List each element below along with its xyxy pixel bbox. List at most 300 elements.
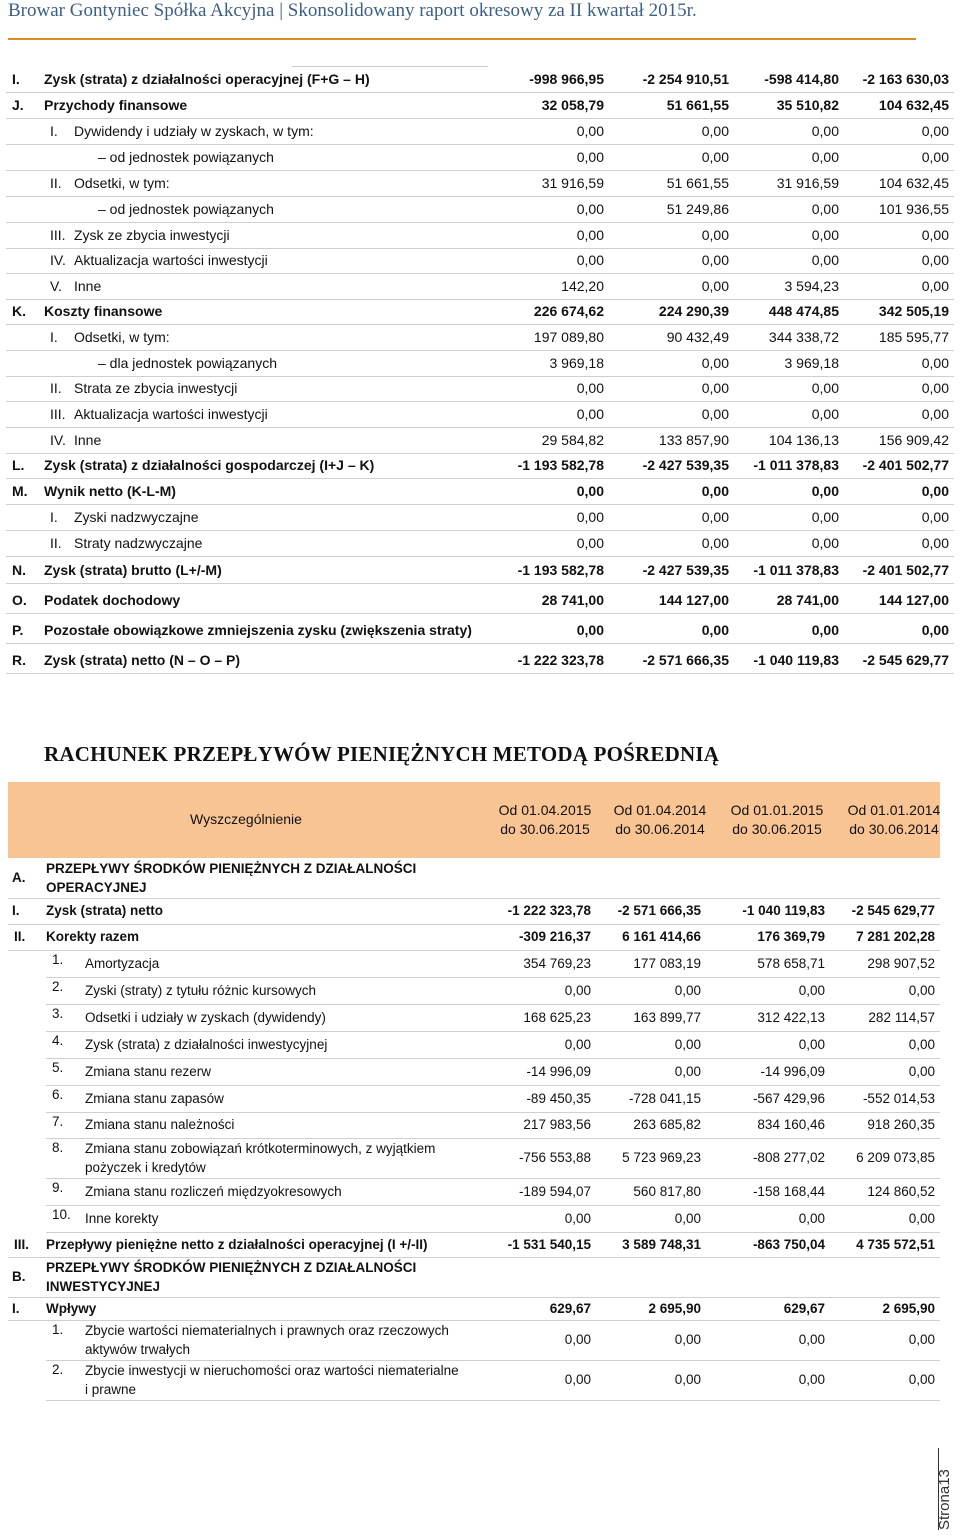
row-value: -863 750,04 (752, 1237, 825, 1252)
cashflow-table-header (8, 782, 940, 858)
row-value: 0,00 (921, 406, 949, 422)
row-label: Przychody finansowe (44, 97, 188, 113)
row-label: Odsetki, w tym: (74, 329, 170, 345)
row-label: Podatek dochodowy (44, 592, 181, 608)
row-value: 6 209 073,85 (856, 1150, 935, 1165)
row-value: 0,00 (564, 1037, 591, 1052)
cashflow-row (0, 858, 960, 898)
row-value: 0,00 (908, 983, 935, 998)
row-number: IV. (50, 432, 66, 448)
row-number: 3. (52, 1006, 64, 1021)
row-value: 263 685,82 (633, 1117, 701, 1132)
row-value: 197 089,80 (533, 329, 604, 345)
row-value: -2 571 666,35 (617, 903, 701, 918)
row-value: -1 222 323,78 (507, 903, 591, 918)
row-label: Zyski nadzwyczajne (74, 509, 199, 525)
row-value: 0,00 (908, 1211, 935, 1226)
row-value: 0,00 (701, 252, 729, 268)
cashflow-row (0, 1297, 960, 1320)
row-label (46, 859, 416, 897)
row-value: 133 857,90 (658, 432, 729, 448)
cashflow-row (0, 1058, 960, 1085)
header-col-4-to: do 30.06.2014 (849, 821, 939, 837)
row-value: -1 193 582,78 (517, 562, 604, 578)
row-value: 0,00 (674, 1211, 701, 1226)
row-value: 0,00 (576, 123, 604, 139)
row-value: 163 899,77 (633, 1010, 701, 1025)
row-value: 0,00 (674, 1332, 701, 1347)
row-value: 3 969,18 (549, 355, 604, 371)
page-number (936, 1370, 958, 1530)
row-label: Przepływy pieniężne netto z działalności operacyjnej (I +/-II) (46, 1237, 428, 1252)
header-col-1-to: do 30.06.2015 (500, 821, 590, 837)
row-value: 0,00 (921, 123, 949, 139)
row-number: K. (12, 303, 26, 319)
row-value: -14 996,09 (526, 1064, 591, 1079)
row-value: 104 632,45 (878, 175, 949, 191)
row-value: 185 595,77 (878, 329, 949, 345)
row-value: 0,00 (576, 622, 604, 638)
row-value: 834 160,46 (757, 1117, 825, 1132)
row-number: R. (12, 652, 26, 668)
row-label: Odsetki, w tym: (74, 175, 170, 191)
row-value: 312 422,13 (757, 1010, 825, 1025)
row-value: 104 136,13 (768, 432, 839, 448)
row-value: 0,00 (701, 622, 729, 638)
row-value: 0,00 (701, 278, 729, 294)
header-col-2-from: Od 01.04.2014 (613, 802, 707, 818)
row-value: 0,00 (811, 622, 839, 638)
row-number: 1. (52, 952, 64, 967)
row-label: Zysk (strata) netto (46, 903, 164, 918)
cashflow-row (0, 1320, 960, 1360)
row-value: 29 584,82 (541, 432, 604, 448)
row-number: 2. (52, 1362, 64, 1377)
row-value: 0,00 (921, 149, 949, 165)
row-value: 168 625,23 (523, 1010, 591, 1025)
row-value: 629,67 (783, 1301, 825, 1316)
income-row (6, 557, 954, 584)
row-label-line: pożyczek i kredytów (85, 1160, 206, 1175)
row-value: -2 545 629,77 (862, 652, 949, 668)
row-number: IV. (50, 252, 66, 268)
row-value: -1 193 582,78 (517, 457, 604, 473)
row-value: 0,00 (811, 509, 839, 525)
row-number: I. (12, 1301, 20, 1316)
row-number: 10. (52, 1207, 71, 1222)
row-value: 0,00 (811, 227, 839, 243)
row-value: 0,00 (564, 1332, 591, 1347)
income-row (6, 478, 954, 505)
income-row (6, 324, 954, 351)
row-number: II. (50, 535, 62, 551)
cashflow-row (0, 1004, 960, 1031)
row-value: 156 909,42 (878, 432, 949, 448)
report-header: Browar Gontyniec Spółka Akcyjna | Skonsolidowany raport okresowy za II kwartał 2015r. (8, 0, 697, 21)
cashflow-row (0, 1085, 960, 1112)
row-value: 0,00 (921, 278, 949, 294)
row-value: 0,00 (576, 509, 604, 525)
row-value: -598 414,80 (764, 71, 839, 87)
row-label: – od jednostek powiązanych (98, 201, 274, 217)
row-value: -1 011 378,83 (753, 457, 839, 473)
row-value: 7 281 202,28 (856, 929, 935, 944)
row-value: 560 817,80 (633, 1184, 701, 1199)
row-value: 0,00 (921, 622, 949, 638)
cashflow-row (0, 977, 960, 1004)
income-row (6, 504, 954, 531)
header-col-3-to: do 30.06.2015 (732, 821, 822, 837)
row-value: -2 401 502,77 (862, 457, 949, 473)
income-row (6, 196, 954, 223)
row-value: 0,00 (564, 983, 591, 998)
income-row (6, 617, 954, 644)
row-value: 0,00 (701, 149, 729, 165)
row-value: 0,00 (811, 483, 839, 499)
row-number: 1. (52, 1322, 64, 1337)
row-value: -158 168,44 (752, 1184, 825, 1199)
row-value: 51 661,55 (666, 175, 729, 191)
row-label (46, 1258, 416, 1296)
row-value: 578 658,71 (757, 956, 825, 971)
row-number: A. (12, 870, 26, 885)
row-value: 224 290,39 (658, 303, 729, 319)
row-value: -808 277,02 (752, 1150, 825, 1165)
row-value: 0,00 (908, 1372, 935, 1387)
row-number: I. (12, 903, 20, 918)
row-number: 5. (52, 1060, 64, 1075)
header-col-4-from: Od 01.01.2014 (847, 802, 941, 818)
row-number: III. (50, 227, 66, 243)
row-value: 0,00 (701, 227, 729, 243)
row-number: III. (14, 1237, 30, 1252)
row-label: Strata ze zbycia inwestycji (74, 380, 238, 396)
cashflow-row (0, 1031, 960, 1058)
row-value: -552 014,53 (862, 1091, 935, 1106)
row-label: Straty nadzwyczajne (74, 535, 203, 551)
row-value: 0,00 (674, 1372, 701, 1387)
income-row (6, 401, 954, 428)
row-label: Pozostałe obowiązkowe zmniejszenia zysku (zwiększenia straty) (44, 622, 472, 638)
row-value: -2 545 629,77 (851, 903, 935, 918)
row-value: 354 769,23 (523, 956, 591, 971)
row-value: 0,00 (921, 227, 949, 243)
row-value: 28 741,00 (776, 592, 839, 608)
row-value: 90 432,49 (666, 329, 729, 345)
row-label: Wynik netto (K-L-M) (44, 483, 176, 499)
row-label-line: Zmiana stanu zobowiązań krótkoterminowych, z wyjątkiem (85, 1141, 436, 1156)
row-value: 0,00 (811, 535, 839, 551)
row-number: I. (50, 509, 58, 525)
row-value: 2 695,90 (882, 1301, 935, 1316)
row-value: 0,00 (576, 406, 604, 422)
row-value: 101 936,55 (878, 201, 949, 217)
income-row (6, 92, 954, 119)
row-value: 298 907,52 (867, 956, 935, 971)
row-value: 0,00 (921, 483, 949, 499)
row-value: 0,00 (798, 983, 825, 998)
row-value: 144 127,00 (878, 592, 949, 608)
row-value: 35 510,82 (776, 97, 839, 113)
row-label: Inne korekty (85, 1211, 159, 1226)
row-label: Zysk (strata) netto (N – O – P) (44, 652, 241, 668)
row-label: Inne (74, 278, 102, 294)
cashflow-row (0, 1178, 960, 1205)
row-value: 0,00 (674, 1037, 701, 1052)
row-value: 0,00 (701, 509, 729, 525)
row-value: -756 553,88 (518, 1150, 591, 1165)
row-label (85, 1321, 449, 1359)
row-value: 0,00 (576, 227, 604, 243)
row-number: I. (50, 123, 58, 139)
row-number: J. (12, 97, 24, 113)
row-value: 0,00 (576, 535, 604, 551)
row-value: 342 505,19 (878, 303, 949, 319)
row-number: 7. (52, 1114, 64, 1129)
row-value: 2 695,90 (648, 1301, 701, 1316)
row-value: -998 966,95 (529, 71, 604, 87)
row-number: I. (50, 329, 58, 345)
page-number-value: 13 (936, 1469, 953, 1486)
row-number: II. (14, 929, 26, 944)
row-number: M. (12, 483, 28, 499)
row-label: Aktualizacja wartości inwestycji (74, 252, 268, 268)
row-value: 142,20 (561, 278, 604, 294)
income-row (6, 350, 954, 377)
row-label: Aktualizacja wartości inwestycji (74, 406, 268, 422)
row-value: 0,00 (674, 1064, 701, 1079)
income-row (6, 66, 954, 93)
row-label-line: PRZEPŁYWY ŚRODKÓW PIENIĘŻNYCH Z DZIAŁALNOŚCI (46, 1260, 417, 1275)
cashflow-row (0, 1205, 960, 1232)
row-value: 0,00 (908, 1332, 935, 1347)
row-value: 0,00 (576, 380, 604, 396)
row-value: 31 916,59 (776, 175, 839, 191)
row-value: -189 594,07 (518, 1184, 591, 1199)
header-col-2-to: do 30.06.2014 (615, 821, 705, 837)
row-value: 32 058,79 (541, 97, 604, 113)
row-value: 226 674,62 (533, 303, 604, 319)
row-value: 0,00 (811, 149, 839, 165)
row-value: 0,00 (811, 123, 839, 139)
row-label: Zmiana stanu rezerw (85, 1064, 212, 1079)
row-value: 0,00 (576, 252, 604, 268)
row-value: 0,00 (576, 149, 604, 165)
row-value: 448 474,85 (768, 303, 839, 319)
row-value: 0,00 (811, 406, 839, 422)
row-value: 0,00 (701, 483, 729, 499)
row-value: 0,00 (811, 380, 839, 396)
row-label-line: aktywów trwałych (85, 1342, 191, 1357)
row-value: 3 594,23 (784, 278, 839, 294)
row-value: -2 571 666,35 (642, 652, 729, 668)
row-value: -567 429,96 (752, 1091, 825, 1106)
row-value: 6 161 414,66 (622, 929, 701, 944)
row-value: 177 083,19 (633, 956, 701, 971)
row-label: Wpływy (46, 1301, 97, 1316)
row-value: 0,00 (811, 201, 839, 217)
row-value: 0,00 (908, 1037, 935, 1052)
row-value: -89 450,35 (526, 1091, 591, 1106)
row-value: 0,00 (576, 201, 604, 217)
cashflow-row (0, 1360, 960, 1400)
row-label: Korekty razem (46, 929, 140, 944)
row-label: Zmiana stanu zapasów (85, 1091, 224, 1106)
income-row (6, 273, 954, 300)
row-number: L. (12, 457, 25, 473)
income-row (6, 118, 954, 145)
row-value: 5 723 969,23 (622, 1150, 701, 1165)
row-number: I. (12, 71, 20, 87)
row-value: 0,00 (798, 1332, 825, 1347)
row-number: 8. (52, 1140, 64, 1155)
row-value: 0,00 (576, 483, 604, 499)
row-label-line: OPERACYJNEJ (46, 880, 147, 895)
row-value: -1 222 323,78 (517, 652, 604, 668)
row-value: 28 741,00 (541, 592, 604, 608)
row-number: 2. (52, 979, 64, 994)
row-value: 0,00 (798, 1037, 825, 1052)
income-row (6, 647, 954, 674)
row-value: -1 040 119,83 (742, 903, 825, 918)
income-row (6, 587, 954, 614)
row-label-line: Zbycie inwestycji w nieruchomości oraz wartości niematerialne (85, 1363, 459, 1378)
row-value: -1 531 540,15 (507, 1237, 591, 1252)
row-number: N. (12, 562, 26, 578)
row-label: – dla jednostek powiązanych (98, 355, 278, 371)
cashflow-row (0, 924, 960, 950)
row-value: 51 661,55 (666, 97, 729, 113)
income-row (6, 247, 954, 274)
cashflow-row (0, 1232, 960, 1257)
cashflow-row (0, 1257, 960, 1297)
row-number: 4. (52, 1033, 64, 1048)
row-number: O. (12, 592, 27, 608)
row-label-line: i prawne (85, 1382, 137, 1397)
row-label: Zysk (strata) z działalności inwestycyjnej (85, 1037, 328, 1052)
row-value: 217 983,56 (523, 1117, 591, 1132)
row-number: II. (50, 380, 62, 396)
row-value: 629,67 (549, 1301, 591, 1316)
row-label: Zmiana stanu rozliczeń międzyokresowych (85, 1184, 342, 1199)
income-row (6, 170, 954, 197)
row-label: – od jednostek powiązanych (98, 149, 274, 165)
header-rule (8, 38, 916, 40)
row-label-line: PRZEPŁYWY ŚRODKÓW PIENIĘŻNYCH Z DZIAŁALNOŚCI (46, 861, 417, 876)
row-value: -728 041,15 (628, 1091, 701, 1106)
row-separator (46, 1400, 940, 1401)
income-row (6, 375, 954, 402)
row-label: Zmiana stanu należności (85, 1117, 235, 1132)
row-label: Zysk (strata) z działalności gospodarczej (I+J – K) (44, 457, 375, 473)
income-row (6, 144, 954, 171)
row-value: 0,00 (701, 355, 729, 371)
row-number: V. (50, 278, 62, 294)
cashflow-row (0, 950, 960, 977)
row-value: 282 114,57 (868, 1010, 935, 1025)
row-value: -14 996,09 (760, 1064, 825, 1079)
row-value: 0,00 (701, 535, 729, 551)
row-value: -2 427 539,35 (642, 457, 729, 473)
income-row (6, 427, 954, 454)
row-label: Odsetki i udziały w zyskach (dywidendy) (85, 1010, 326, 1025)
row-value: 0,00 (921, 535, 949, 551)
row-value: 0,00 (908, 1064, 935, 1079)
row-value: 0,00 (921, 355, 949, 371)
row-value: 0,00 (701, 123, 729, 139)
cashflow-row (0, 1138, 960, 1178)
row-number: III. (50, 406, 66, 422)
row-number: 9. (52, 1180, 64, 1195)
income-row (6, 222, 954, 249)
page-label: Strona (936, 1485, 953, 1530)
row-label: Koszty finansowe (44, 303, 163, 319)
cashflow-row (0, 1112, 960, 1138)
row-value: 344 338,72 (768, 329, 839, 345)
income-row (6, 452, 954, 479)
row-value: 0,00 (564, 1372, 591, 1387)
row-label-line: Zbycie wartości niematerialnych i prawnych oraz rzeczowych (85, 1323, 449, 1338)
row-label (85, 1361, 459, 1399)
row-label: Zysk ze zbycia inwestycji (74, 227, 230, 243)
row-value: -2 163 630,03 (862, 71, 949, 87)
row-label-line: INWESTYCYJNEJ (46, 1279, 161, 1294)
row-value: 31 916,59 (541, 175, 604, 191)
row-value: 0,00 (811, 252, 839, 268)
row-number: B. (12, 1269, 26, 1284)
row-value: 0,00 (921, 252, 949, 268)
income-row (6, 530, 954, 557)
row-value: 176 369,79 (757, 929, 825, 944)
row-value: 0,00 (921, 509, 949, 525)
row-value: 918 260,35 (867, 1117, 935, 1132)
row-value: 3 969,18 (784, 355, 839, 371)
row-label (85, 1139, 435, 1177)
row-number: P. (12, 622, 24, 638)
row-value: 0,00 (701, 406, 729, 422)
row-value: -2 401 502,77 (862, 562, 949, 578)
row-value: -2 427 539,35 (642, 562, 729, 578)
header-col-1-from: Od 01.04.2015 (498, 802, 592, 818)
header-label: Wyszczególnienie (190, 811, 302, 827)
row-value: 104 632,45 (878, 97, 949, 113)
row-value: 0,00 (674, 983, 701, 998)
row-value: -2 254 910,51 (642, 71, 729, 87)
row-value: 144 127,00 (658, 592, 729, 608)
row-value: 124 860,52 (867, 1184, 935, 1199)
row-value: 0,00 (701, 380, 729, 396)
row-value: -1 011 378,83 (753, 562, 839, 578)
row-label: Zysk (strata) brutto (L+/-M) (44, 562, 222, 578)
row-label: Amortyzacja (85, 956, 160, 971)
row-value: 0,00 (564, 1211, 591, 1226)
header-col-3-from: Od 01.01.2015 (730, 802, 824, 818)
row-number: 6. (52, 1087, 64, 1102)
row-label: Inne (74, 432, 102, 448)
cashflow-row (0, 898, 960, 924)
row-value: 3 589 748,31 (622, 1237, 701, 1252)
row-label: Zysk (strata) z działalności operacyjnej (F+G – H) (44, 71, 370, 87)
row-value: 0,00 (798, 1372, 825, 1387)
row-value: 51 249,86 (666, 201, 729, 217)
row-label: Zyski (straty) z tytułu różnic kursowych (85, 983, 317, 998)
row-value: -309 216,37 (518, 929, 591, 944)
row-value: 4 735 572,51 (856, 1237, 935, 1252)
row-label: Dywidendy i udziały w zyskach, w tym: (74, 123, 314, 139)
income-row (6, 298, 954, 325)
row-value: 0,00 (798, 1211, 825, 1226)
row-value: -1 040 119,83 (753, 652, 839, 668)
